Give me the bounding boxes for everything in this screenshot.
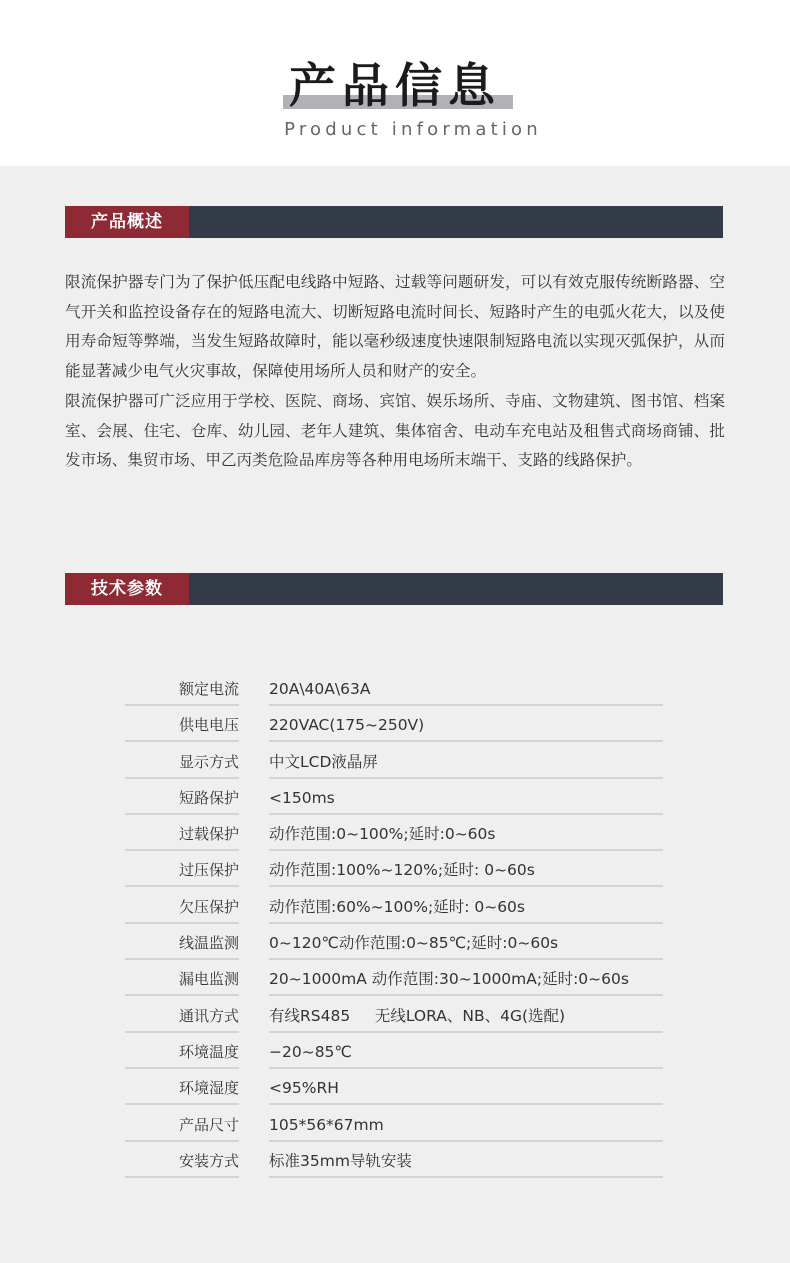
spec-key: 安装方式 [125, 1142, 239, 1178]
spec-row [125, 888, 663, 924]
spec-value: 标准35mm导轨安装 [269, 1142, 663, 1178]
spec-row [125, 997, 663, 1033]
spec-value: 动作范围:100%~120%;延时: 0~60s [269, 851, 663, 887]
spec-row [125, 670, 663, 706]
spec-table [125, 670, 663, 1178]
spec-value: 0~120℃动作范围:0~85℃;延时:0~60s [269, 924, 663, 960]
spec-value: 220VAC(175~250V) [269, 706, 663, 742]
spec-key: 供电电压 [125, 706, 239, 742]
spec-key: 环境温度 [125, 1033, 239, 1069]
section-label-overview: 产品概述 [65, 206, 189, 238]
spec-row [125, 706, 663, 742]
overview-text [65, 268, 725, 476]
spec-key: 通讯方式 [125, 997, 239, 1033]
overview-paragraph: 限流保护器可广泛应用于学校、医院、商场、宾馆、娱乐场所、寺庙、文物建筑、图书馆、档案室、会展、住宅、仓库、幼儿园、老年人建筑、集体宿舍、电动车充电站及租售式商场商铺、批发市场、集贸市场、甲乙丙类危险品库房等各种用电场所末端干、支路的线路保护。 [65, 391, 725, 470]
spec-value: 有线RS485 无线LORA、NB、4G(选配) [269, 997, 663, 1033]
page-header [0, 0, 790, 166]
page-title: 产品信息 [289, 59, 501, 114]
spec-value: 105*56*67mm [269, 1106, 663, 1142]
spec-value: <95%RH [269, 1069, 663, 1105]
spec-key: 显示方式 [125, 743, 239, 779]
spec-row [125, 1033, 663, 1069]
spec-row [125, 815, 663, 851]
spec-row [125, 779, 663, 815]
spec-value: 中文LCD液晶屏 [269, 743, 663, 779]
spec-value: 动作范围:60%~100%;延时: 0~60s [269, 888, 663, 924]
spec-key: 短路保护 [125, 779, 239, 815]
spec-value: 20~1000mA 动作范围:30~1000mA;延时:0~60s [269, 960, 663, 996]
spec-key: 环境湿度 [125, 1069, 239, 1105]
spec-value: 20A\40A\63A [269, 670, 663, 706]
overview-paragraph: 限流保护器专门为了保护低压配电线路中短路、过载等问题研发，可以有效克服传统断路器、空气开关和监控设备存在的短路电流大、切断短路电流时间长、短路时产生的电弧火花大，以及使用寿命短等弊端，当发生短路故障时，能以毫秒级速度快速限制短路电流以实现灭弧保护，从而能显著减少电气火灾事故，保障使用场所人员和财产的安全。 [65, 273, 725, 381]
section-bar-specs [65, 573, 723, 605]
spec-value: 动作范围:0~100%;延时:0~60s [269, 815, 663, 851]
spec-key: 过压保护 [125, 851, 239, 887]
spec-key: 额定电流 [125, 670, 239, 706]
spec-row [125, 1142, 663, 1178]
spec-key: 欠压保护 [125, 888, 239, 924]
spec-row [125, 924, 663, 960]
section-bar-overview [65, 206, 723, 238]
section-label-specs: 技术参数 [65, 573, 189, 605]
page-subtitle: Product information [284, 119, 542, 140]
spec-key: 产品尺寸 [125, 1106, 239, 1142]
spec-row [125, 743, 663, 779]
spec-row [125, 851, 663, 887]
spec-row [125, 960, 663, 996]
spec-key: 过载保护 [125, 815, 239, 851]
spec-key: 漏电监测 [125, 960, 239, 996]
spec-value: −20~85℃ [269, 1033, 663, 1069]
spec-value: <150ms [269, 779, 663, 815]
spec-row [125, 1069, 663, 1105]
spec-key: 线温监测 [125, 924, 239, 960]
spec-row [125, 1106, 663, 1142]
